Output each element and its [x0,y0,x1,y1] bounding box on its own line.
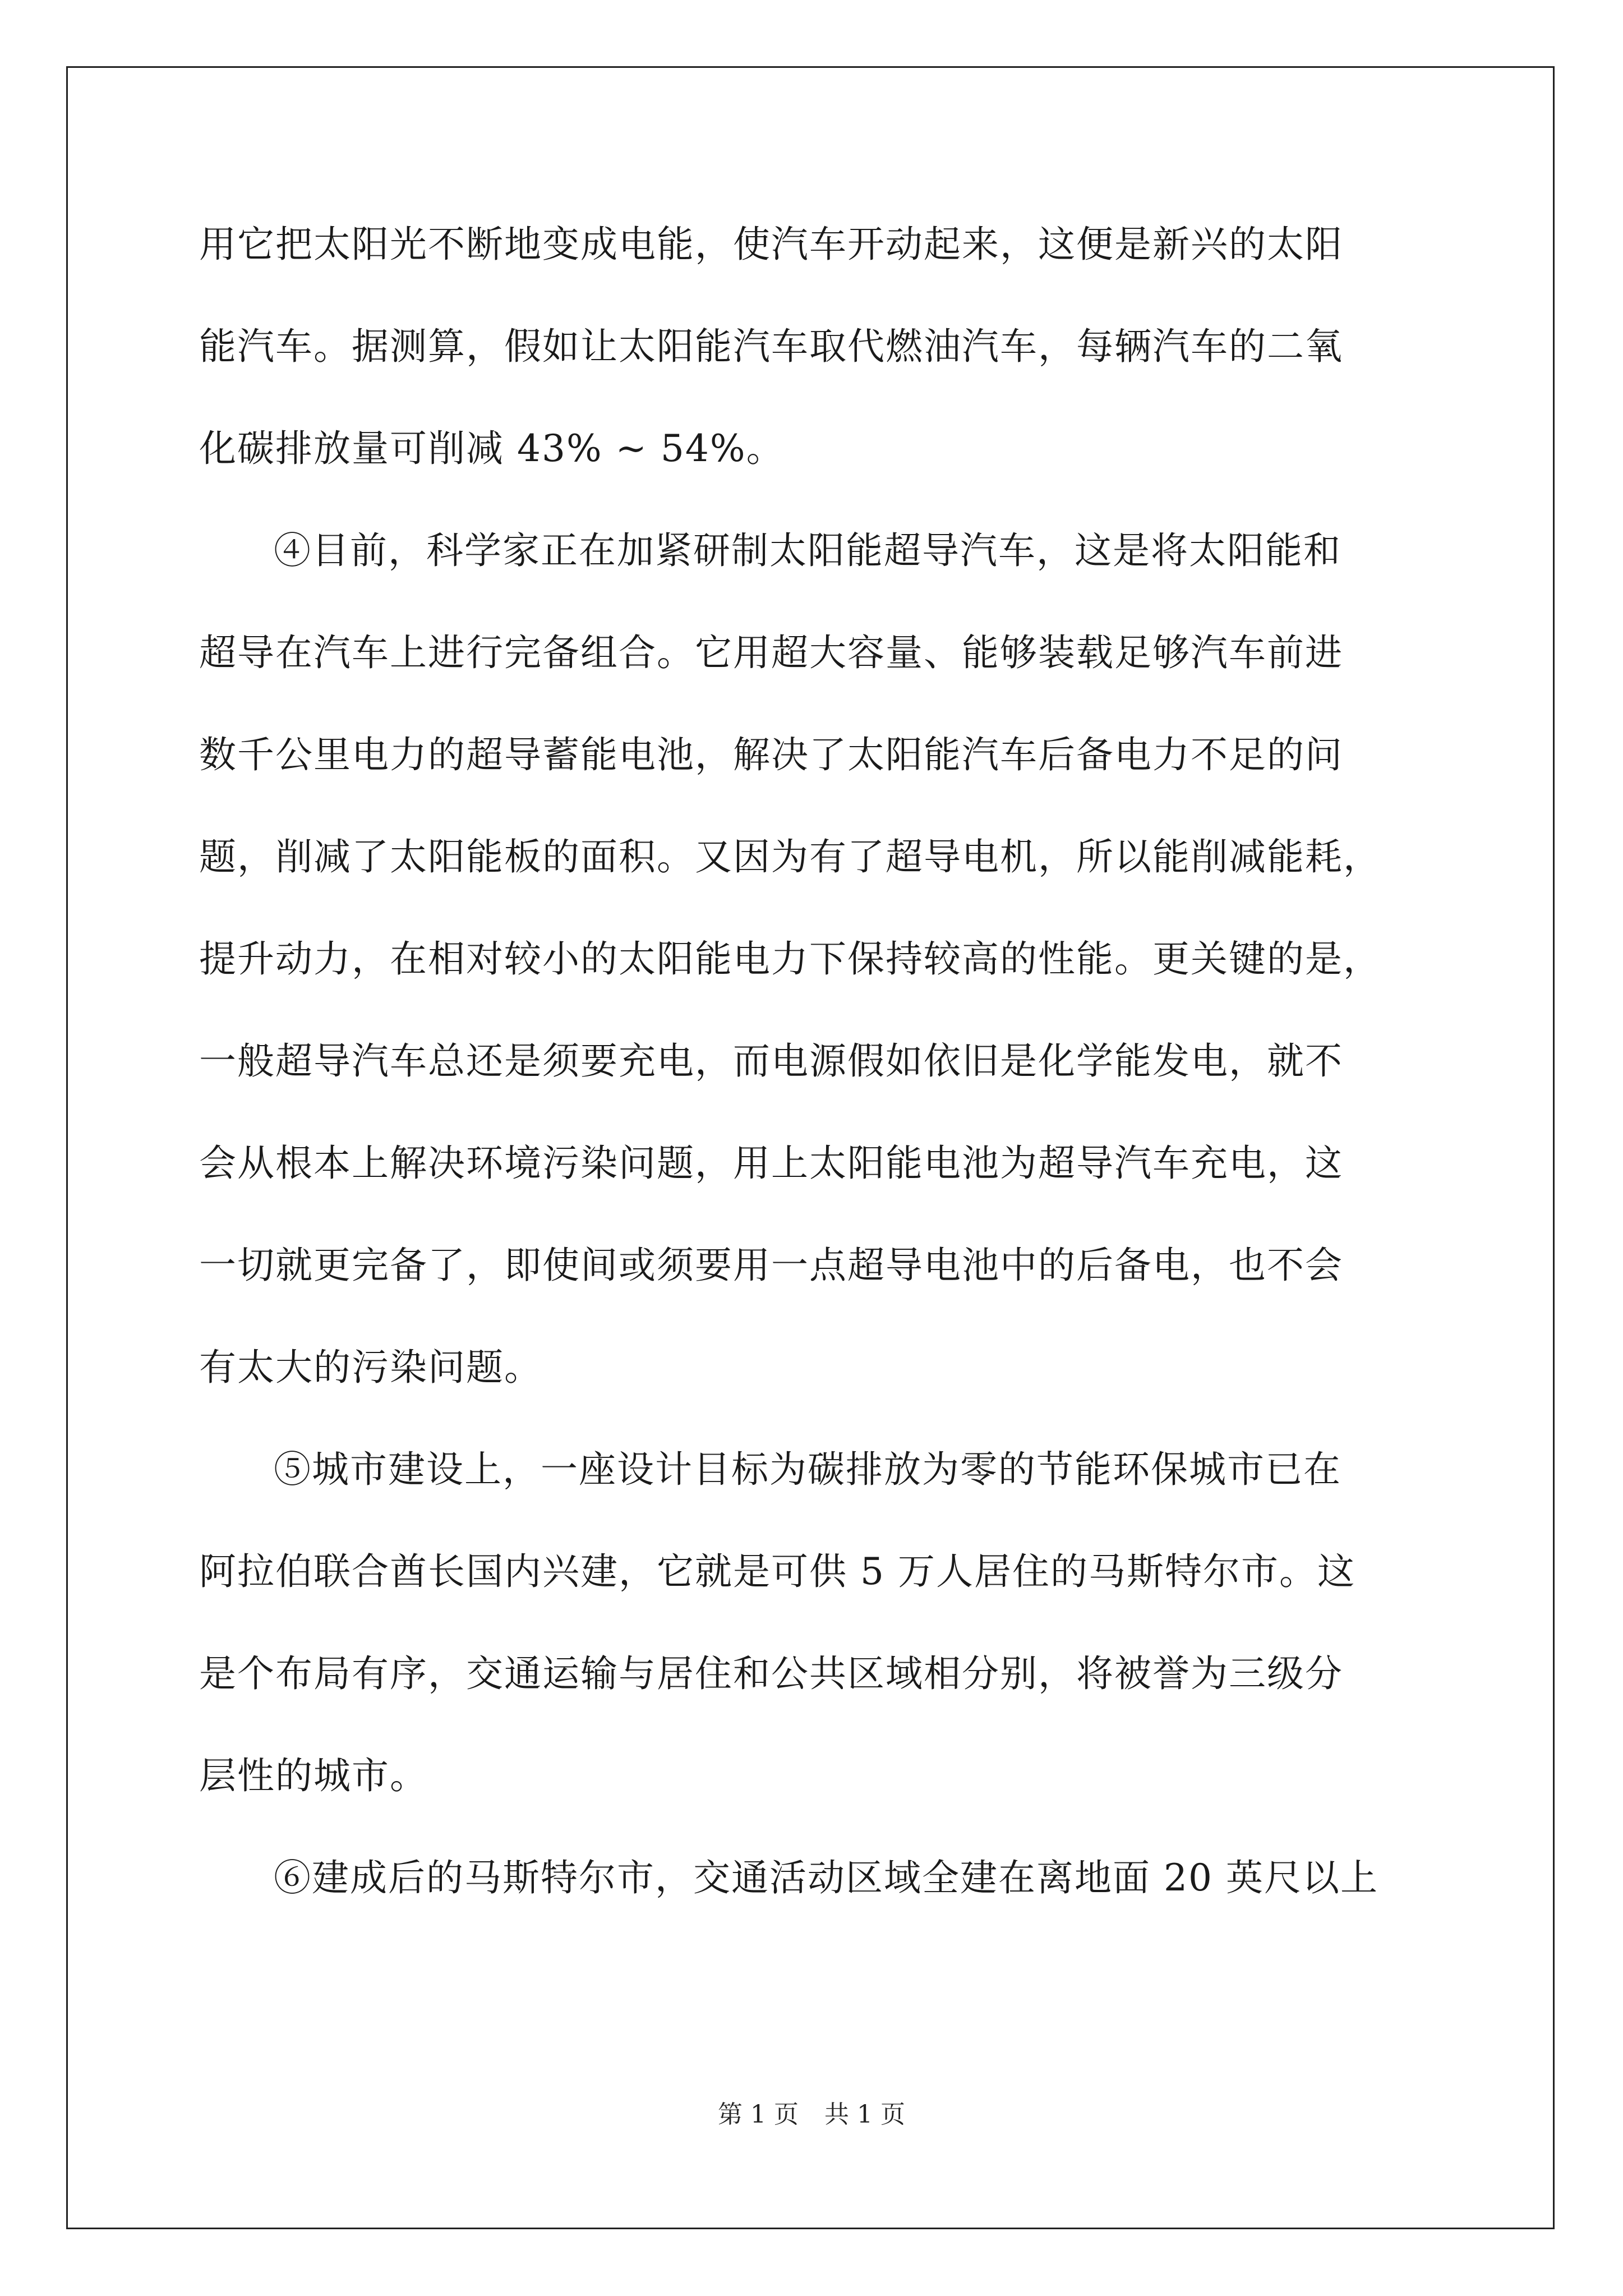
text-line: 会从根本上解决环境污染问题，用上太阳能电池为超导汽车充电，这 [199,1142,1343,1185]
text-line: 数千公里电力的超导蓄能电池，解决了太阳能汽车后备电力不足的问 [199,733,1343,776]
text-line: 提升动力，在相对较小的太阳能电力下保持较高的性能。更关键的是， [199,937,1381,981]
text-line: 层性的城市。 [199,1754,428,1797]
text-line: 化碳排放量可削减 43% ~ 54%。 [199,427,785,470]
text-line: 一切就更完备了，即使间或须要用一点超导电池中的后备电，也不会 [199,1244,1343,1287]
text-line: 用它把太阳光不断地变成电能，使汽车开动起来，这便是新兴的太阳 [199,223,1343,266]
text-line: 能汽车。据测算，假如让太阳能汽车取代燃油汽车，每辆汽车的二氧 [199,325,1343,368]
page-number: 第 1 页 [718,2100,799,2129]
text-line: 超导在汽车上进行完备组合。它用超大容量、能够装载足够汽车前进 [199,631,1343,674]
paragraph-start-line: ④目前，科学家正在加紧研制太阳能超导汽车，这是将太阳能和 [274,529,1341,572]
document-body [199,219,1427,1954]
paragraph-start-line: ⑤城市建设上，一座设计目标为碳排放为零的节能环保城市已在 [274,1448,1341,1491]
page-total: 共 1 页 [824,2100,905,2129]
text-line: 是个布局有序，交通运输与居住和公共区域相分别，将被誉为三级分 [199,1652,1343,1695]
paragraph-start-line: ⑥建成后的马斯特尔市，交通活动区域全建在离地面 20 英尺以上 [274,1856,1378,1899]
page-footer [0,2099,1623,2131]
text-line: 一般超导汽车总还是须要充电，而电源假如依旧是化学能发电，就不 [199,1039,1343,1083]
text-line: 阿拉伯联合酋长国内兴建，它就是可供 5 万人居住的马斯特尔市。这 [199,1550,1355,1593]
text-line: 有太大的污染问题。 [199,1346,542,1389]
text-line: 题，削减了太阳能板的面积。又因为有了超导电机，所以能削减能耗， [199,835,1381,878]
